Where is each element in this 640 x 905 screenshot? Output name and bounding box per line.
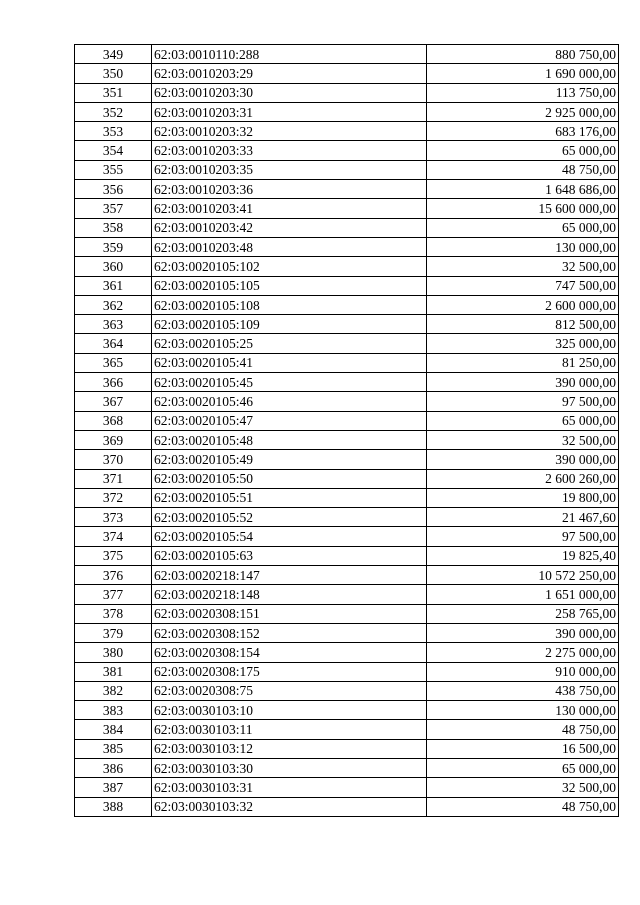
row-number-cell: 358 bbox=[75, 218, 152, 237]
row-number-cell: 388 bbox=[75, 797, 152, 816]
table-row bbox=[75, 662, 619, 681]
row-number-cell: 374 bbox=[75, 527, 152, 546]
cadastral-number-cell: 62:03:0010203:31 bbox=[152, 102, 427, 121]
row-number-cell: 364 bbox=[75, 334, 152, 353]
value-cell: 19 800,00 bbox=[427, 488, 619, 507]
value-cell: 910 000,00 bbox=[427, 662, 619, 681]
row-number-cell: 387 bbox=[75, 778, 152, 797]
table-row bbox=[75, 566, 619, 585]
value-cell: 65 000,00 bbox=[427, 411, 619, 430]
table-row bbox=[75, 643, 619, 662]
cadastral-number-cell: 62:03:0010203:32 bbox=[152, 122, 427, 141]
cadastral-number-cell: 62:03:0020105:54 bbox=[152, 527, 427, 546]
table-row bbox=[75, 218, 619, 237]
cadastral-number-cell: 62:03:0030103:11 bbox=[152, 720, 427, 739]
table-row bbox=[75, 604, 619, 623]
value-cell: 97 500,00 bbox=[427, 527, 619, 546]
table-row bbox=[75, 778, 619, 797]
cadastral-number-cell: 62:03:0030103:12 bbox=[152, 739, 427, 758]
row-number-cell: 382 bbox=[75, 681, 152, 700]
row-number-cell: 381 bbox=[75, 662, 152, 681]
row-number-cell: 355 bbox=[75, 160, 152, 179]
cadastral-number-cell: 62:03:0020105:45 bbox=[152, 373, 427, 392]
value-cell: 16 500,00 bbox=[427, 739, 619, 758]
table-row bbox=[75, 102, 619, 121]
value-cell: 65 000,00 bbox=[427, 758, 619, 777]
table-row bbox=[75, 199, 619, 218]
row-number-cell: 369 bbox=[75, 430, 152, 449]
row-number-cell: 363 bbox=[75, 315, 152, 334]
value-cell: 390 000,00 bbox=[427, 623, 619, 642]
cadastral-number-cell: 62:03:0020105:51 bbox=[152, 488, 427, 507]
table-row bbox=[75, 450, 619, 469]
table-row bbox=[75, 392, 619, 411]
cadastral-number-cell: 62:03:0020308:152 bbox=[152, 623, 427, 642]
table-row bbox=[75, 623, 619, 642]
cadastral-number-cell: 62:03:0020105:52 bbox=[152, 508, 427, 527]
cadastral-number-cell: 62:03:0020105:47 bbox=[152, 411, 427, 430]
row-number-cell: 384 bbox=[75, 720, 152, 739]
row-number-cell: 357 bbox=[75, 199, 152, 218]
value-cell: 2 275 000,00 bbox=[427, 643, 619, 662]
table-row bbox=[75, 758, 619, 777]
table-row bbox=[75, 315, 619, 334]
value-cell: 1 648 686,00 bbox=[427, 180, 619, 199]
table-row bbox=[75, 546, 619, 565]
cadastral-number-cell: 62:03:0020105:50 bbox=[152, 469, 427, 488]
value-cell: 65 000,00 bbox=[427, 141, 619, 160]
row-number-cell: 380 bbox=[75, 643, 152, 662]
row-number-cell: 373 bbox=[75, 508, 152, 527]
value-cell: 32 500,00 bbox=[427, 430, 619, 449]
value-cell: 81 250,00 bbox=[427, 353, 619, 372]
table-row bbox=[75, 508, 619, 527]
table-row bbox=[75, 585, 619, 604]
row-number-cell: 361 bbox=[75, 276, 152, 295]
row-number-cell: 359 bbox=[75, 237, 152, 256]
cadastral-number-cell: 62:03:0020105:48 bbox=[152, 430, 427, 449]
row-number-cell: 353 bbox=[75, 122, 152, 141]
value-cell: 19 825,40 bbox=[427, 546, 619, 565]
row-number-cell: 386 bbox=[75, 758, 152, 777]
row-number-cell: 351 bbox=[75, 83, 152, 102]
table-row bbox=[75, 180, 619, 199]
table-row bbox=[75, 83, 619, 102]
table-row bbox=[75, 739, 619, 758]
table-row bbox=[75, 334, 619, 353]
table-body bbox=[75, 45, 619, 817]
value-cell: 438 750,00 bbox=[427, 681, 619, 700]
row-number-cell: 352 bbox=[75, 102, 152, 121]
cadastral-number-cell: 62:03:0010203:48 bbox=[152, 237, 427, 256]
row-number-cell: 370 bbox=[75, 450, 152, 469]
cadastral-number-cell: 62:03:0010203:35 bbox=[152, 160, 427, 179]
value-cell: 97 500,00 bbox=[427, 392, 619, 411]
cadastral-number-cell: 62:03:0020308:151 bbox=[152, 604, 427, 623]
row-number-cell: 365 bbox=[75, 353, 152, 372]
value-cell: 32 500,00 bbox=[427, 257, 619, 276]
row-number-cell: 378 bbox=[75, 604, 152, 623]
table-row bbox=[75, 720, 619, 739]
table-row bbox=[75, 276, 619, 295]
value-cell: 325 000,00 bbox=[427, 334, 619, 353]
value-cell: 130 000,00 bbox=[427, 701, 619, 720]
table-row bbox=[75, 681, 619, 700]
value-cell: 683 176,00 bbox=[427, 122, 619, 141]
value-cell: 48 750,00 bbox=[427, 797, 619, 816]
cadastral-number-cell: 62:03:0020308:75 bbox=[152, 681, 427, 700]
cadastral-number-cell: 62:03:0020308:175 bbox=[152, 662, 427, 681]
table-row bbox=[75, 527, 619, 546]
value-cell: 2 925 000,00 bbox=[427, 102, 619, 121]
value-cell: 390 000,00 bbox=[427, 450, 619, 469]
cadastral-number-cell: 62:03:0020105:109 bbox=[152, 315, 427, 334]
value-cell: 258 765,00 bbox=[427, 604, 619, 623]
table-row bbox=[75, 373, 619, 392]
cadastral-number-cell: 62:03:0010203:42 bbox=[152, 218, 427, 237]
value-cell: 130 000,00 bbox=[427, 237, 619, 256]
value-cell: 48 750,00 bbox=[427, 160, 619, 179]
row-number-cell: 354 bbox=[75, 141, 152, 160]
table-row bbox=[75, 353, 619, 372]
cadastral-number-cell: 62:03:0010203:41 bbox=[152, 199, 427, 218]
table-row bbox=[75, 141, 619, 160]
cadastral-number-cell: 62:03:0030103:10 bbox=[152, 701, 427, 720]
cadastral-number-cell: 62:03:0010203:33 bbox=[152, 141, 427, 160]
row-number-cell: 367 bbox=[75, 392, 152, 411]
row-number-cell: 376 bbox=[75, 566, 152, 585]
cadastral-number-cell: 62:03:0020105:46 bbox=[152, 392, 427, 411]
table-row bbox=[75, 797, 619, 816]
table-row bbox=[75, 469, 619, 488]
cadastral-number-cell: 62:03:0010203:30 bbox=[152, 83, 427, 102]
value-cell: 1 690 000,00 bbox=[427, 64, 619, 83]
cadastral-number-cell: 62:03:0020105:25 bbox=[152, 334, 427, 353]
row-number-cell: 375 bbox=[75, 546, 152, 565]
row-number-cell: 356 bbox=[75, 180, 152, 199]
table-row bbox=[75, 430, 619, 449]
table-row bbox=[75, 411, 619, 430]
row-number-cell: 377 bbox=[75, 585, 152, 604]
table-row bbox=[75, 488, 619, 507]
value-cell: 65 000,00 bbox=[427, 218, 619, 237]
row-number-cell: 379 bbox=[75, 623, 152, 642]
table-row bbox=[75, 122, 619, 141]
row-number-cell: 362 bbox=[75, 295, 152, 314]
value-cell: 32 500,00 bbox=[427, 778, 619, 797]
cadastral-number-cell: 62:03:0030103:32 bbox=[152, 797, 427, 816]
row-number-cell: 371 bbox=[75, 469, 152, 488]
table-row bbox=[75, 295, 619, 314]
cadastral-number-cell: 62:03:0020218:147 bbox=[152, 566, 427, 585]
cadastral-number-cell: 62:03:0020218:148 bbox=[152, 585, 427, 604]
cadastral-number-cell: 62:03:0020105:63 bbox=[152, 546, 427, 565]
table-row bbox=[75, 237, 619, 256]
cadastral-number-cell: 62:03:0010203:29 bbox=[152, 64, 427, 83]
row-number-cell: 372 bbox=[75, 488, 152, 507]
table-row bbox=[75, 257, 619, 276]
cadastral-number-cell: 62:03:0020105:41 bbox=[152, 353, 427, 372]
cadastral-number-cell: 62:03:0030103:30 bbox=[152, 758, 427, 777]
cadastral-value-table bbox=[74, 44, 619, 817]
table-row bbox=[75, 160, 619, 179]
value-cell: 113 750,00 bbox=[427, 83, 619, 102]
cadastral-number-cell: 62:03:0020105:105 bbox=[152, 276, 427, 295]
value-cell: 48 750,00 bbox=[427, 720, 619, 739]
cadastral-number-cell: 62:03:0010110:288 bbox=[152, 45, 427, 64]
table-row bbox=[75, 701, 619, 720]
cadastral-number-cell: 62:03:0020308:154 bbox=[152, 643, 427, 662]
value-cell: 15 600 000,00 bbox=[427, 199, 619, 218]
value-cell: 747 500,00 bbox=[427, 276, 619, 295]
cadastral-number-cell: 62:03:0030103:31 bbox=[152, 778, 427, 797]
value-cell: 880 750,00 bbox=[427, 45, 619, 64]
cadastral-number-cell: 62:03:0020105:102 bbox=[152, 257, 427, 276]
row-number-cell: 349 bbox=[75, 45, 152, 64]
value-cell: 2 600 260,00 bbox=[427, 469, 619, 488]
value-cell: 812 500,00 bbox=[427, 315, 619, 334]
row-number-cell: 366 bbox=[75, 373, 152, 392]
value-cell: 1 651 000,00 bbox=[427, 585, 619, 604]
value-cell: 21 467,60 bbox=[427, 508, 619, 527]
value-cell: 10 572 250,00 bbox=[427, 566, 619, 585]
row-number-cell: 383 bbox=[75, 701, 152, 720]
row-number-cell: 350 bbox=[75, 64, 152, 83]
row-number-cell: 385 bbox=[75, 739, 152, 758]
table-row bbox=[75, 64, 619, 83]
cadastral-number-cell: 62:03:0020105:49 bbox=[152, 450, 427, 469]
cadastral-number-cell: 62:03:0020105:108 bbox=[152, 295, 427, 314]
cadastral-number-cell: 62:03:0010203:36 bbox=[152, 180, 427, 199]
table-row bbox=[75, 45, 619, 64]
row-number-cell: 368 bbox=[75, 411, 152, 430]
value-cell: 2 600 000,00 bbox=[427, 295, 619, 314]
value-cell: 390 000,00 bbox=[427, 373, 619, 392]
row-number-cell: 360 bbox=[75, 257, 152, 276]
